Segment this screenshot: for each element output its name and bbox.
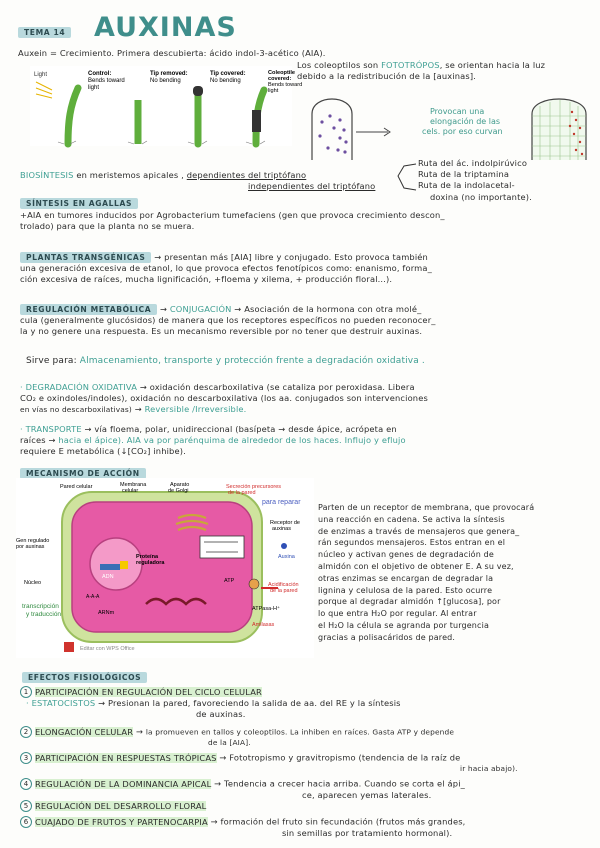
regulacion-tag: REGULACIÓN METABÓLICA (20, 304, 157, 315)
svg-text:para reparar: para reparar (262, 499, 301, 506)
elongation-drawings (300, 92, 590, 162)
sirve-para: Sirve para: Almacenamiento, transporte y protección frente a degradación oxidativa . (26, 356, 425, 366)
svg-text:covered:: covered: (268, 76, 292, 82)
transgenicas-tag: PLANTAS TRANSGÉNICAS (20, 252, 151, 263)
svg-text:Amilasas: Amilasas (252, 622, 275, 628)
svg-text:Coleoptile: Coleoptile (268, 70, 296, 76)
independientes: independientes del triptófano (248, 181, 376, 191)
svg-text:Receptor de: Receptor de (270, 520, 300, 526)
efecto-2: 2 ELONGACIÓN CELULAR → la promueven en tallos y coleoptilos. La inhiben en raíces. Gasta ATP y depende de la [AIA]. (20, 726, 598, 748)
efecto-4: 4 REGULACIÓN DE LA DOMINANCIA APICAL → Tendencia a crecer hacia arriba. Cuando se corta el ápi_ ce, aparecen yemas laterales. (20, 778, 598, 801)
phototropism-note: Los coleoptilos son FOTOTRÓPOS, se orientan hacia la luz debido a la redistribución de la [auxinas]. (297, 60, 546, 82)
adn-bar (100, 564, 120, 570)
svg-text:Gen regulado: Gen regulado (16, 538, 50, 544)
tema-badge: TEMA 14 (18, 27, 71, 38)
intro-line: Auxein = Crecimiento. Primera descubierta: ácido indol-3-acético (AIA). (18, 48, 326, 58)
auxin-icon (281, 543, 287, 549)
wps-logo-icon (64, 642, 74, 652)
auxin-mechanism-diagram (16, 478, 314, 658)
mecanismo-tag: MECANISMO DE ACCIÓN (20, 468, 146, 479)
rutas-list: Ruta del ác. indolpirúvico Ruta de la triptamina Ruta de la indolacetal- doxina (no importante). (418, 158, 532, 202)
svg-text:ATP: ATP (224, 578, 235, 584)
svg-text:de la pared: de la pared (228, 490, 256, 496)
degradacion-block: · DEGRADACIÓN OXIDATIVA → oxidación descarboxilativa (se cataliza por peroxidasa. Libera CO₂ e oxindoles/indoles), oxidación no descarboxilativa (los aa. conjugados son intervenciones en vías no descarboxilativas) → Reversible /Irreversible. (20, 382, 428, 415)
svg-text:cels. por eso curvan: cels. por eso curvan (422, 127, 503, 136)
svg-text:Membrana: Membrana (120, 482, 147, 488)
efectos-tag: EFECTOS FISIOLÓGICOS (22, 672, 147, 683)
biosintesis-line: BIOSÍNTESIS en meristemos apicales , dependientes del triptófano (20, 170, 307, 180)
svg-text:de Golgi: de Golgi (168, 488, 189, 494)
svg-text:Control:: Control: (88, 71, 112, 77)
svg-text:celular: celular (122, 488, 139, 494)
svg-text:Proteína: Proteína (136, 554, 159, 560)
sleeve-icon (252, 110, 261, 132)
svg-text:No bending: No bending (210, 78, 241, 84)
svg-text:No bending: No bending (150, 78, 181, 84)
regulated-gene-icon (120, 561, 128, 569)
efecto-6: 6 CUAJADO DE FRUTOS Y PARTENOCARPIA → formación del fruto sin fecundación (frutos más grandes, sin semillas por tratamiento hormonal). (20, 816, 598, 839)
svg-text:Bends toward: Bends toward (88, 78, 125, 84)
svg-text:ADN: ADN (102, 574, 114, 580)
svg-text:A-A-A: A-A-A (86, 594, 100, 600)
agallas-text: +AIA en tumores inducidos por Agrobacterium tumefaciens (gen que provoca crecimiento descon_ trolado) para que la planta no se muera. (20, 210, 445, 232)
svg-text:por auxinas: por auxinas (16, 544, 45, 550)
transporte-block: · TRANSPORTE → vía floema, polar, unidireccional (basípeta → desde ápice, acrópeta en raíces → hacia el ápice). AIA va por parénquima de alrededor de los haces. Influjo y eflujo requiere E metabólica (↓[CO₂] inhibe). (20, 424, 406, 457)
efecto-3: 3 PARTICIPACIÓN EN RESPUESTAS TRÓPICAS → Fototropismo y gravitropismo (tendencia de la raíz de ir hacia abajo). (20, 752, 598, 774)
estatocistos: · ESTATOCISTOS → Presionan la pared, favoreciendo la salida de aa. del RE y la síntesis de auxinas. (26, 698, 401, 720)
light-label: Light (34, 72, 48, 78)
svg-text:auxinas: auxinas (272, 526, 291, 532)
atp-pump-icon (249, 579, 259, 589)
svg-text:y traducción: y traducción (26, 611, 62, 618)
svg-text:Tip covered:: Tip covered: (210, 71, 246, 77)
auxin-dots (318, 114, 347, 153)
efecto-5: 5 REGULACIÓN DEL DESARROLLO FLORAL (20, 800, 598, 812)
svg-text:Núcleo: Núcleo (24, 580, 42, 586)
coleoptile-figure (30, 66, 303, 146)
svg-text:Editar con WPS Office: Editar con WPS Office (80, 646, 135, 652)
page-title: AUXINAS (94, 12, 237, 43)
mechanism-text: Parten de un receptor de membrana, que provocará una reacción en cadena. Se activa la síntesis de enzimas a través de mensajeros que genera_ rán segundos mensajeros. Estos entran en el núcleo y activan genes de degradación de almidón con el objetivo de obtener E. A su vez, otras enzimas se encargan de degradar la lignina y celulosa de la pared. Esto ocurre porque al degradar almidón ↑[glucosa], por lo que entra H₂O por regular. Al entrar el H₂O la célula se agranda por turgencia gracias a polisacáridos de pared. (318, 503, 535, 642)
svg-text:de la pared: de la pared (270, 588, 298, 594)
svg-text:reguladora: reguladora (136, 560, 165, 566)
svg-text:ATPasa-H⁺: ATPasa-H⁺ (252, 606, 280, 612)
efecto-1: 1 PARTICIPACIÓN EN REGULACIÓN DEL CICLO CELULAR (20, 686, 598, 698)
svg-text:light: light (268, 88, 279, 94)
svg-text:Auxina: Auxina (278, 554, 295, 560)
svg-text:Pared celular: Pared celular (60, 484, 93, 490)
regulacion-block: REGULACIÓN METABÓLICA → CONJUGACIÓN → Asociación de la hormona con otra molé_ cula (generalmente glucósidos) de manera que los receptores específicos no pueden reconocer_ la y no genere una respuesta. Es un mecanismo reversible por no tener que destruir auxinas. (20, 304, 436, 337)
svg-text:Aparato: Aparato (170, 482, 190, 488)
svg-text:Secreción precursores: Secreción precursores (226, 484, 282, 490)
svg-text:Tip removed:: Tip removed: (150, 71, 188, 77)
svg-text:Bends toward: Bends toward (268, 82, 303, 88)
svg-text:transcripción: transcripción (22, 603, 59, 610)
svg-text:elongación de las: elongación de las (430, 117, 501, 126)
svg-text:Provocan una: Provocan una (430, 107, 485, 116)
svg-text:light: light (88, 85, 100, 91)
svg-text:ARNm: ARNm (98, 610, 115, 616)
brace-icon (396, 162, 418, 192)
agallas-tag: SÍNTESIS EN AGALLAS (20, 198, 138, 209)
tip-cap-icon (193, 86, 203, 96)
transgenicas-block: PLANTAS TRANSGÉNICAS → presentan más [AIA] libre y conjugado. Esto provoca también una generación excesiva de etanol, lo que provoca efectos fenotípicos como: enanismo, forma_ ción excesiva de raíces, mucha lignificación, +floema y xilema, + producción floral...). (20, 252, 432, 285)
svg-text:Acidificación: Acidificación (268, 582, 299, 588)
